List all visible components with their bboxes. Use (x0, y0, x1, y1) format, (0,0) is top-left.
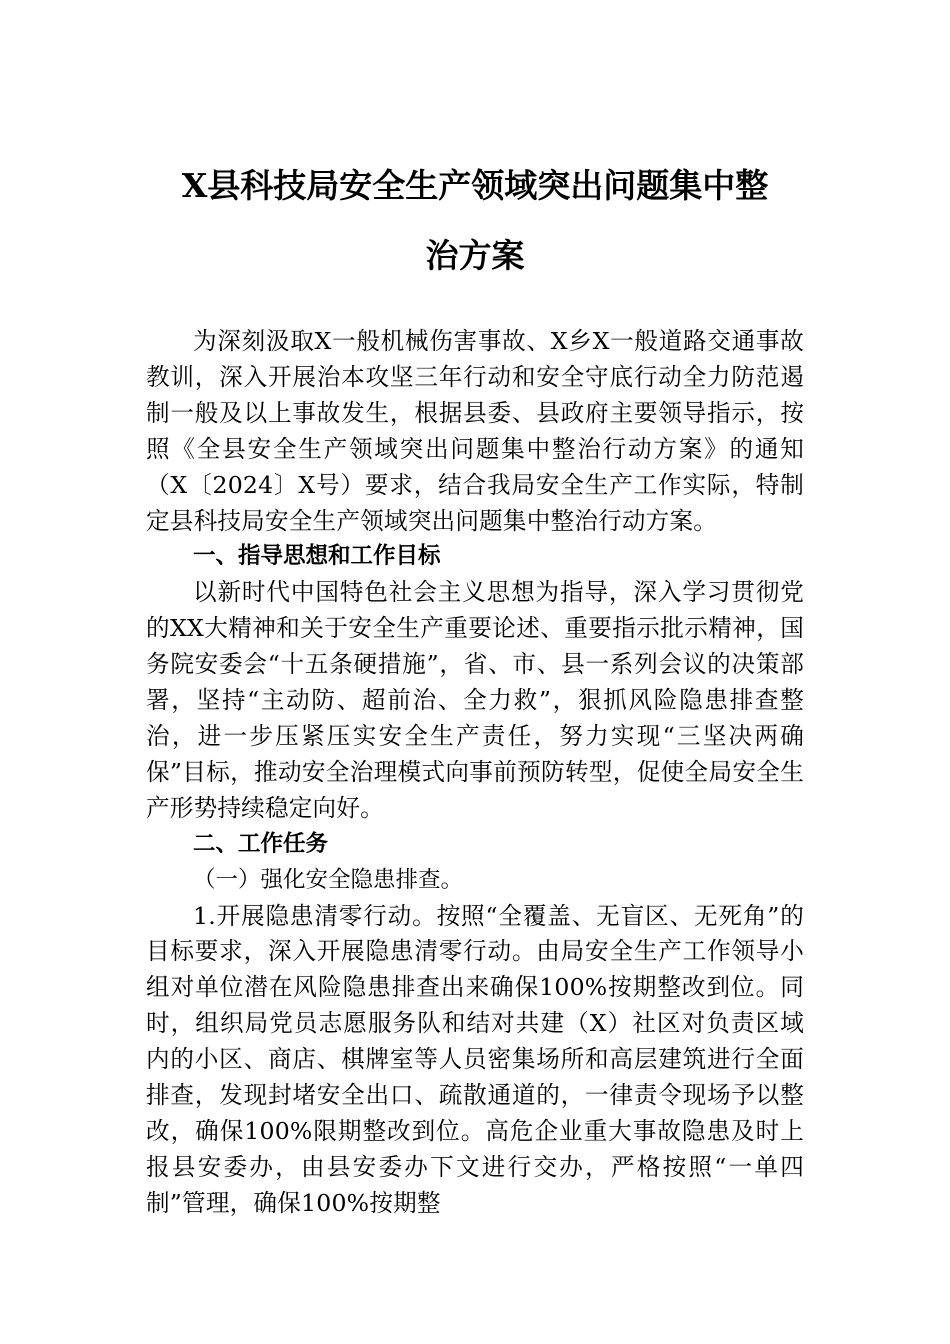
guiding-ideology-paragraph: 以新时代中国特色社会主义思想为指导，深入学习贯彻党的XX大精神和关于安全生产重要论述、重要指示批示精神，国务院安委会“十五条硬措施”，省、市、县一系列会议的决策部署，坚持“主动防、超前治、全力救”，狠抓风险隐患排查整治，进一步压紧压实安全生产责任，努力实现“三坚决两确保”目标，推动安全治理模式向事前预防转型，促使全局安全生产形势持续稳定向好。 (146, 578, 804, 822)
document-body (146, 324, 804, 1222)
hazard-clearance-paragraph: 1.开展隐患清零行动。按照“全覆盖、无盲区、无死角”的目标要求，深入开展隐患清零行动。由局安全生产工作领导小组对单位潜在风险隐患排查出来确保100%按期整改到位。同时，组织局党员志愿服务队和结对共建（X）社区对负责区域内的小区、商店、棋牌室等人员密集场所和高层建筑进行全面排查，发现封堵安全出口、疏散通道的，一律责令现场予以整改，确保100%限期整改到位。高危企业重大事故隐患及时上报县安委办，由县安委办下文进行交办，严格按照“一单四制”管理，确保100%按期整 (146, 901, 804, 1217)
subsection-heading-hazard-inspection: （一）强化安全隐患排查。 (193, 866, 464, 893)
document-title-line-2: 治方案 (425, 236, 525, 275)
section-heading-work-tasks: 二、工作任务 (193, 830, 329, 857)
section-heading-guiding-ideology: 一、指导思想和工作目标 (193, 543, 441, 570)
intro-paragraph: 为深刻汲取X一般机械伤害事故、X乡X一般道路交通事故教训，深入开展治本攻坚三年行动和安全守底行动全力防范遏制一般及以上事故发生，根据县委、县政府主要领导指示，按照《全县安全生产领域突出问题集中整治行动方案》的通知（X〔2024〕X号）要求，结合我局安全生产工作实际，特制定县科技局安全生产领域突出问题集中整治行动方案。 (146, 327, 804, 535)
document-title-line-1: X县科技局安全生产领域突出问题集中整 (181, 166, 769, 205)
